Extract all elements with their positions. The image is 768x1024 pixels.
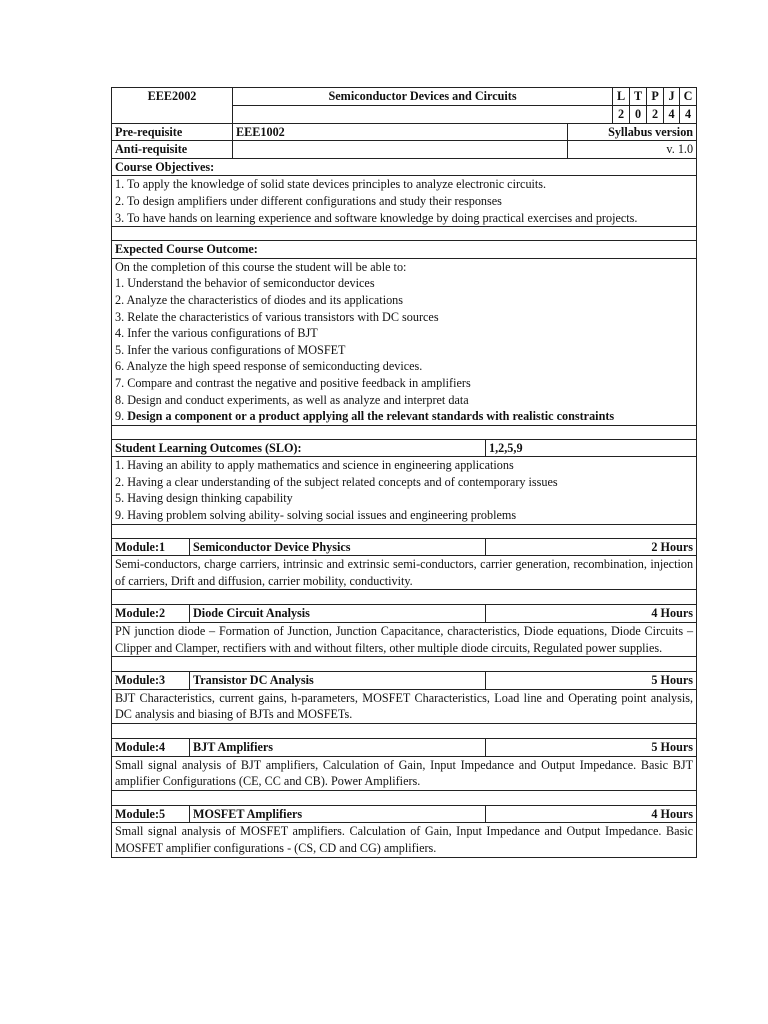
outcome-item-9-text: Design a component or a product applying all the relevant standards with realistic constraints [127,409,615,424]
module-header [112,739,697,757]
module-title: Transistor DC Analysis [190,672,486,690]
syllabus-version-value: v. 1.0 [568,141,697,159]
module-header [112,605,697,623]
ltpjc-label: L [613,88,630,106]
syllabus-table [111,87,697,858]
module-title: Semiconductor Device Physics [190,538,486,556]
module-title: MOSFET Amplifiers [190,805,486,823]
outcome-item: 1. Understand the behavior of semiconductor devices [115,276,375,291]
empty-cell [233,105,613,123]
ltpjc-label: T [630,88,647,106]
module-label: Module:5 [112,805,190,823]
slo-list [112,457,697,524]
objective-item: 3. To have hands on learning experience and software knowledge by doing practical exercises and projects. [115,210,638,225]
header-row-1 [112,88,697,106]
slo-item: 9. Having problem solving ability- solving social issues and engineering problems [115,508,517,523]
spacer-row [112,524,697,538]
syllabus-version-label: Syllabus version [568,123,697,141]
module-label: Module:4 [112,739,190,757]
outcome-item: 2. Analyze the characteristics of diodes and its applications [115,292,404,307]
module-header [112,538,697,556]
prereq-row [112,123,697,141]
module-hours: 5 Hours [486,739,697,757]
module-label: Module:2 [112,605,190,623]
spacer-row [112,790,697,805]
outcome-item-9-number: 9. [115,409,125,424]
antireq-value [233,141,568,159]
module-hours: 2 Hours [486,538,697,556]
outcome-item: 8. Design and conduct experiments, as well as analyze and interpret data [115,392,469,407]
spacer-row [112,227,697,241]
objectives-heading: Course Objectives: [112,158,697,176]
prereq-value: EEE1002 [233,123,568,141]
outcome-item: 4. Infer the various configurations of BJT [115,326,318,341]
course-code: EEE2002 [112,88,233,124]
spacer-row [112,590,697,605]
objective-item: 1. To apply the knowledge of solid state devices principles to analyze electronic circuits. [115,177,547,192]
antireq-label: Anti-requisite [112,141,233,159]
slo-value: 1,2,5,9 [486,439,697,457]
outcome-item: 6. Analyze the high speed response of semiconducting devices. [115,359,423,374]
module-hours: 4 Hours [486,805,697,823]
ltpjc-label: J [664,88,680,106]
module-content: Small signal analysis of BJT amplifiers, Calculation of Gain, Input Impedance and Output Impedance. Basic BJT amplifier Configurations (CE, CC and CB). Power Amplifiers. [112,756,697,790]
module-content: BJT Characteristics, current gains, h-parameters, MOSFET Characteristics, Load line and Operating point analysis, DC analysis and biasing of BJTs and MOSFETs. [112,689,697,723]
slo-heading: Student Learning Outcomes (SLO): [112,439,486,457]
module-header [112,672,697,690]
ltpjc-value: 4 [680,105,697,123]
ltpjc-label: C [680,88,697,106]
outcomes-intro: On the completion of this course the student will be able to: [115,259,407,274]
syllabus-page [111,87,696,858]
module-title: BJT Amplifiers [190,739,486,757]
slo-item: 2. Having a clear understanding of the subject related concepts and of contemporary issues [115,474,558,489]
slo-item: 1. Having an ability to apply mathematics and science in engineering applications [115,458,514,473]
outcomes-heading: Expected Course Outcome: [112,241,697,259]
antireq-row [112,141,697,159]
spacer-row [112,425,697,439]
outcome-item: 7. Compare and contrast the negative and positive feedback in amplifiers [115,375,471,390]
module-hours: 5 Hours [486,672,697,690]
module-label: Module:1 [112,538,190,556]
module-label: Module:3 [112,672,190,690]
ltpjc-value: 2 [613,105,630,123]
ltpjc-value: 0 [630,105,647,123]
module-content: PN junction diode – Formation of Junction, Junction Capacitance, characteristics, Diode equations, Diode Circuits – Clipper and Clamper, rectifiers with and without filters, other multiple diode circuits, Regulated power supplies. [112,623,697,657]
prereq-label: Pre-requisite [112,123,233,141]
spacer-row [112,724,697,739]
course-title: Semiconductor Devices and Circuits [233,88,613,106]
objective-item: 2. To design amplifiers under different configurations and study their responses [115,193,502,208]
outcome-item: 3. Relate the characteristics of various transistors with DC sources [115,309,439,324]
module-content: Semi-conductors, charge carriers, intrinsic and extrinsic semi-conductors, carrier generation, recombination, injection of carriers, Drift and diffusion, carrier mobility, conductivity. [112,556,697,590]
slo-row [112,439,697,457]
module-title: Diode Circuit Analysis [190,605,486,623]
ltpjc-value: 2 [647,105,664,123]
outcome-item-9 [115,408,693,425]
ltpjc-label: P [647,88,664,106]
outcome-item: 5. Infer the various configurations of MOSFET [115,342,346,357]
spacer-row [112,657,697,672]
ltpjc-value: 4 [664,105,680,123]
module-header [112,805,697,823]
objectives-list [112,176,697,227]
slo-item: 5. Having design thinking capability [115,491,293,506]
module-hours: 4 Hours [486,605,697,623]
outcomes-list [112,258,697,425]
module-content: Small signal analysis of MOSFET amplifiers. Calculation of Gain, Input Impedance and Output Impedance. Basic MOSFET amplifier configurations - (CS, CD and CG) amplifiers. [112,823,697,857]
